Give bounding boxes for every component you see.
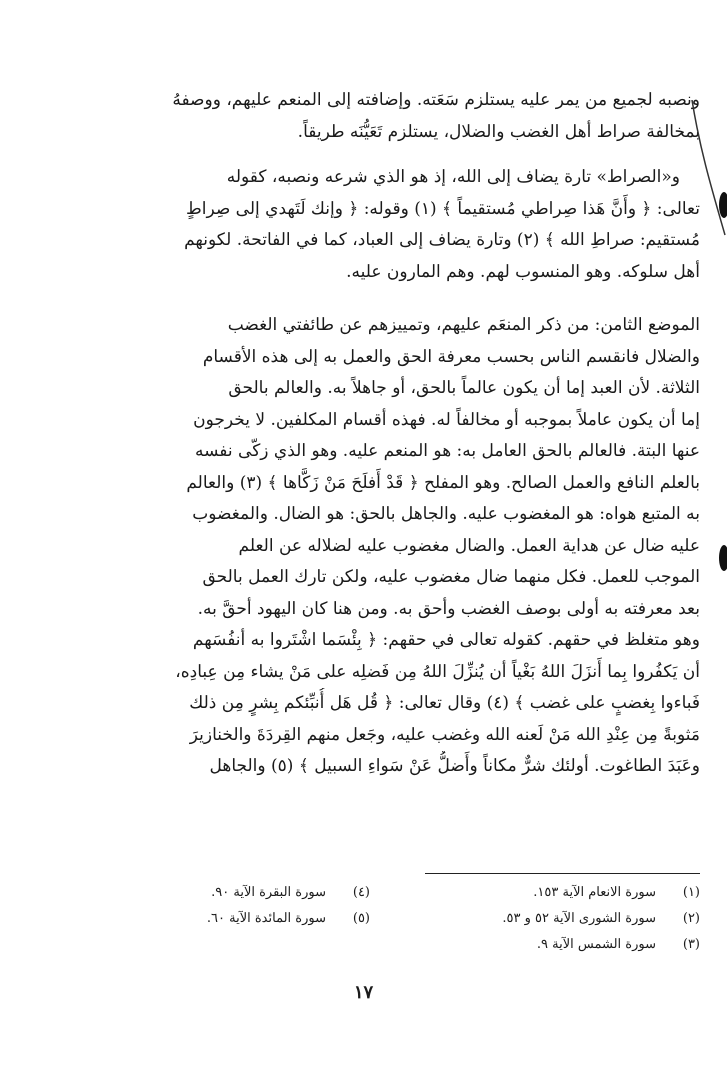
footnote <box>400 880 700 906</box>
footnotes-right-column <box>400 880 700 958</box>
text-line: مُستقيم: صراطِ الله ﴾ (٢) وتارة يضاف إلى العباد، كما في الفاتحة. لكونهم <box>184 230 700 250</box>
footnote-number: (٤) <box>352 885 370 900</box>
text-line: ونصبه لجميع من يمر عليه يستلزم سَعَته. وإضافته إلى المنعم عليهم، ووصفهُ <box>172 90 700 110</box>
text-line: بعد معرفته به أولى بوصف الغضب وأحق به. ومن هنا كان اليهود أحقَّ به. <box>197 598 700 619</box>
text-line: به المتبع هواه: هو المغضوب عليه. والجاهل بالحق: هو الضال. والمغضوب <box>192 504 700 524</box>
footnotes-left-column <box>90 880 370 932</box>
paragraph-1 <box>92 85 700 148</box>
page-body <box>92 85 700 783</box>
text-line: فَباءوا بِغضبٍ على غضب ﴾ (٤) وقال تعالى: ﴿ قُل هَل أُنبِّئكم بِشرٍ مِن ذلك <box>189 693 700 713</box>
text-line: وعَبَدَ الطاغوت. أولئك شرٌّ مكاناً وأَضلُّ عَنْ سَواءِ السبيل ﴾ (٥) والجاهل <box>209 756 700 776</box>
text-line: الثلاثة. لأن العبد إما أن يكون عالماً بالحق، أو جاهلاً به. والعالم بالحق <box>228 378 700 398</box>
page-number: ١٧ <box>353 982 374 1003</box>
text-line: والضلال فانقسم الناس بحسب معرفة الحق والعمل به إلى هذه الأقسام <box>202 346 700 367</box>
text-line: إما أن يكون عاملاً بموجبه أو مخالفاً له. فهذه أقسام المكلفين. لا يخرجون <box>193 409 700 430</box>
text-line: مَثوبةً مِن عِنْدِ الله مَنْ لَعنه الله وغضب عليه، وجَعل منهم القِردَةَ والخنازيرَ <box>189 724 700 745</box>
footnote <box>400 932 700 958</box>
text-line: بمخالفة صراط أهل الغضب والضلال، يستلزم تَعَيُّنَه طريقاً. <box>297 121 700 142</box>
text-line: بالعلم النافع والعمل الصالح. وهو المفلح ﴿ قَدْ أَفلَحَ مَنْ زَكَّاها ﴾ (٣) والعالم <box>186 472 700 493</box>
footnote-number: (٣) <box>682 937 700 952</box>
paragraph-3 <box>92 310 700 783</box>
text-line: وهو متغلظ في حقهم. كقوله تعالى في حقهم: ﴿ بِئْسَما اشْتَروا به أنفُسَهم <box>192 630 700 650</box>
text-line: عنها البتة. فالعالم بالحق العامل به: هو المنعم عليه. وهو الذي زكّى نفسه <box>195 441 700 461</box>
text-line: عليه ضال عن هداية العمل. والضال مغضوب عليه لضلاله عن العلم <box>238 535 700 556</box>
text-line: الموجب للعمل. فكل منهما ضال مغضوب عليه، ولكن تارك العمل بالحق <box>202 567 700 587</box>
footnote-number: (٢) <box>682 911 700 926</box>
text-line: أهل سلوكه. وهو المنسوب لهم. وهم المارون عليه. <box>346 261 700 282</box>
text-line: و«الصراط» تارة يضاف إلى الله، إذ هو الذي شرعه ونصبه، كقوله <box>226 167 680 187</box>
footnote-divider <box>425 873 700 874</box>
margin-dot-mark <box>719 545 727 571</box>
footnote-text: سورة البقرة الآية ٩٠. <box>211 885 326 900</box>
text-line: أن يَكفُروا بِما أَنزَلَ اللهُ بَغْياً أن يُنزِّلَ اللهُ مِن فَضلِه على مَنْ يشاء مِن عِبادِه، <box>175 661 700 682</box>
footnote-text: سورة الشمس الآية ٩. <box>536 937 656 952</box>
text-line: تعالى: ﴿ وأَنَّ هَذا صِراطي مُستقيماً ﴾ (١) وقوله: ﴿ وإنك لَتَهدي إلى صِراطٍ <box>186 198 700 219</box>
footnote <box>90 906 370 932</box>
paragraph-2 <box>92 162 700 288</box>
pencil-stroke-mark <box>690 100 727 240</box>
footnote-text: سورة الشورى الآية ٥٢ و ٥٣. <box>502 911 656 926</box>
footnote-text: سورة الانعام الآية ١٥٣. <box>533 885 656 900</box>
footnote <box>90 880 370 906</box>
footnote-number: (٥) <box>352 911 370 926</box>
footnote <box>400 906 700 932</box>
text-line: الموضع الثامن: من ذكر المنعَم عليهم، وتمييزهم عن طائفتي الغضب <box>227 315 700 335</box>
footnote-text: سورة المائدة الآية ٦٠. <box>206 911 326 926</box>
footnote-number: (١) <box>682 885 700 900</box>
